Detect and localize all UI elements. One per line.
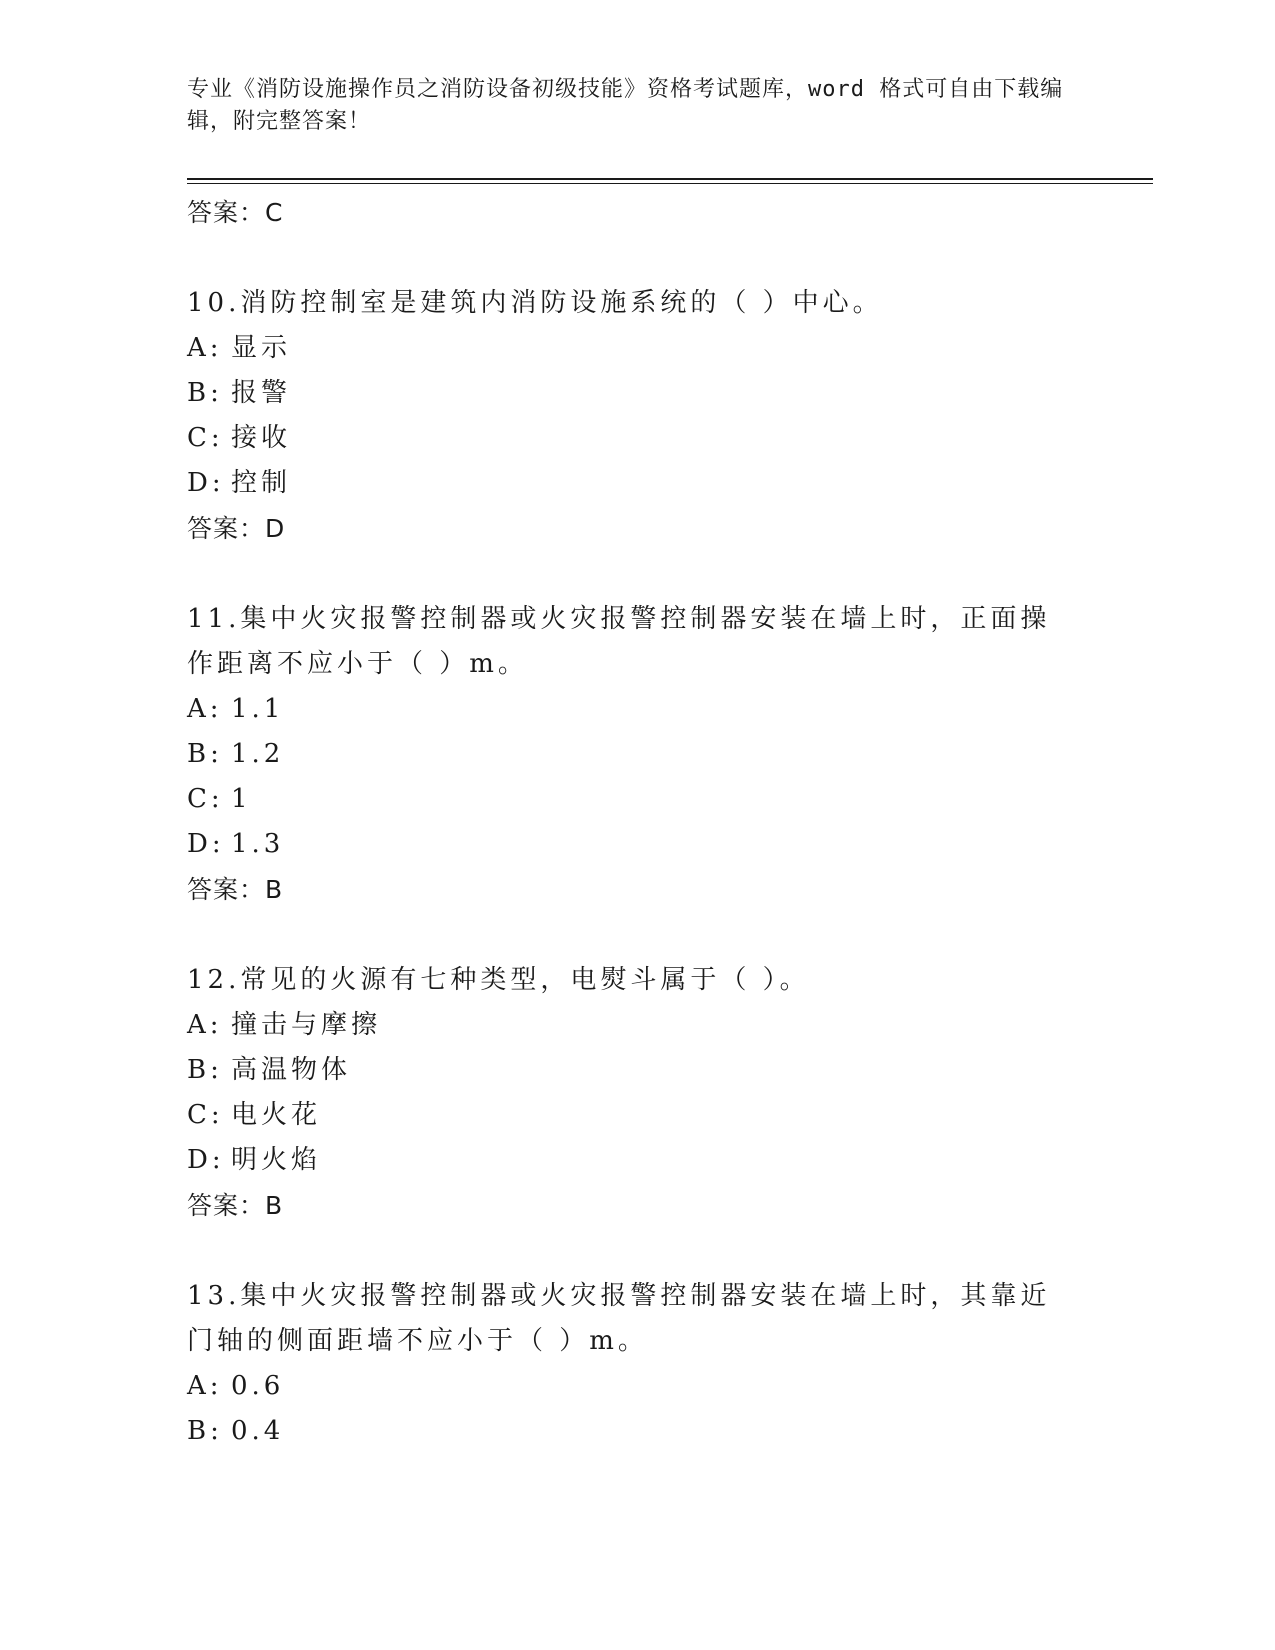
header-divider-thick: [187, 178, 1153, 180]
option-key: A:: [187, 333, 223, 363]
option-key: B:: [187, 1416, 223, 1446]
question-item: [187, 1274, 1087, 1454]
option-key: A:: [187, 1371, 223, 1401]
option-a: [187, 1364, 1087, 1409]
option-a: [187, 687, 1087, 732]
option-text: 0.6: [231, 1371, 285, 1401]
option-b: [187, 1409, 1087, 1454]
option-b: [187, 1048, 1087, 1093]
option-text: 显示: [231, 333, 292, 363]
option-key: B:: [187, 1055, 223, 1085]
option-text: 高温物体: [231, 1055, 352, 1085]
option-d: [187, 461, 1087, 506]
answer-line: 答案：B: [187, 875, 284, 904]
option-text: 报警: [231, 378, 292, 408]
answer-line: 答案：D: [187, 514, 286, 543]
option-text: 1.2: [231, 739, 285, 769]
option-text: 1: [231, 784, 252, 814]
option-c: [187, 1093, 1087, 1138]
document-header: 专业《消防设施操作员之消防设备初级技能》资格考试题库，word 格式可自由下载编辑，附完整答案！: [187, 77, 1064, 134]
question-list: [187, 190, 1087, 1454]
option-key: C:: [187, 784, 224, 814]
option-key: A:: [187, 694, 223, 724]
option-key: A:: [187, 1010, 223, 1040]
question-stem: 10.消防控制室是建筑内消防设施系统的（ ）中心。: [187, 288, 883, 318]
option-key: D:: [187, 468, 225, 498]
option-text: 0.4: [231, 1416, 285, 1446]
option-key: D:: [187, 829, 225, 859]
option-key: D:: [187, 1145, 225, 1175]
question-stem: 11.集中火灾报警控制器或火灾报警控制器安装在墙上时，正面操作距离不应小于（ ）m。: [187, 604, 1051, 679]
question-stem: 12.常见的火源有七种类型，电熨斗属于（ ）。: [187, 965, 810, 995]
option-text: 控制: [231, 468, 292, 498]
option-key: B:: [187, 378, 223, 408]
option-a: [187, 1003, 1087, 1048]
option-a: [187, 326, 1087, 371]
option-d: [187, 822, 1087, 867]
option-c: [187, 777, 1087, 822]
option-key: C:: [187, 423, 224, 453]
option-key: B:: [187, 739, 223, 769]
option-text: 1.1: [231, 694, 285, 724]
option-text: 接收: [231, 423, 292, 453]
option-d: [187, 1138, 1087, 1183]
question-item: [187, 281, 1087, 551]
header-divider-thin: [187, 183, 1153, 184]
option-text: 1.3: [231, 829, 285, 859]
question-item: [187, 958, 1087, 1228]
question-item: [187, 597, 1087, 912]
answer-line: 答案：B: [187, 1191, 284, 1220]
option-b: [187, 371, 1087, 416]
answer-line: 答案：C: [187, 198, 284, 227]
option-text: 电火花: [231, 1100, 322, 1130]
option-b: [187, 732, 1087, 777]
option-c: [187, 416, 1087, 461]
question-stem: 13.集中火灾报警控制器或火灾报警控制器安装在墙上时，其靠近门轴的侧面距墙不应小于（ ）m。: [187, 1281, 1051, 1356]
option-key: C:: [187, 1100, 224, 1130]
option-text: 撞击与摩擦: [231, 1010, 382, 1040]
option-text: 明火焰: [231, 1145, 322, 1175]
